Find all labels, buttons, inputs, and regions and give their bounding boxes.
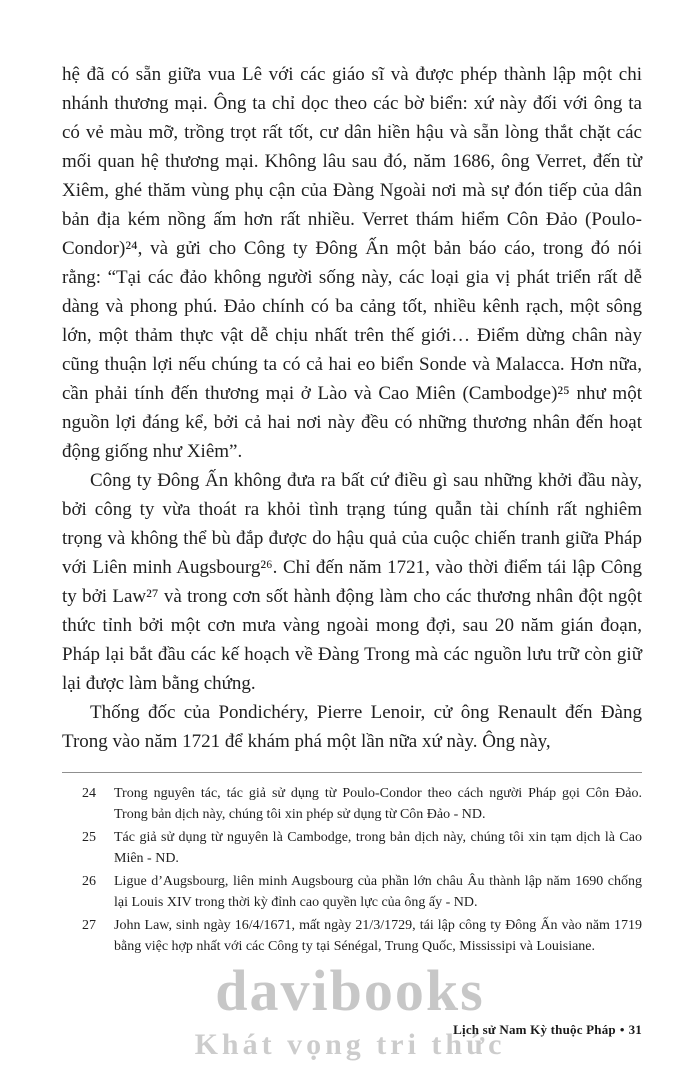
footnote-number: 25 [82,830,96,845]
watermark-brand: davibooks [215,958,485,1023]
watermark-slogan: Khát vọng tri thức [194,1028,506,1061]
paragraph-2: Công ty Đông Ấn không đưa ra bất cứ điều gì sau những khởi đầu này, bởi công ty vừa thoát ra khỏi tình trạng túng quẫn tài chính rất nghiêm trọng và không thể bù đắp được do hậu quả của cuộc chiến tranh giữa Pháp với Liên minh Augsbourg²⁶. Chỉ đến năm 1721, vào thời điểm tái lập Công ty bởi Law²⁷ và trong cơn sốt hành động làm cho các thương nhân đột ngột thức tỉnh bởi một cơn mưa vàng ngoài mong đợi, sau 20 năm gián đoạn, Pháp lại bắt đầu các kế hoạch về Đàng Trong mà các nguồn lưu trữ còn giữ lại được làm bằng chứng. [62,470,642,694]
page-footer [453,1022,642,1038]
running-title: Lịch sử Nam Kỳ thuộc Pháp [453,1022,616,1037]
watermark [0,958,700,1061]
footnote-number: 24 [82,786,96,801]
footnote-text: Tác giả sử dụng từ nguyên là Cambodge, trong bản dịch này, chúng tôi xin tạm dịch là Cao Miên - ND. [114,830,642,866]
footnote-24 [62,783,642,825]
footnote-27 [62,915,642,957]
footnote-text: Trong nguyên tác, tác giả sử dụng từ Poulo-Condor theo cách người Pháp gọi Côn Đảo. Trong bản dịch này, chúng tôi xin phép sử dụng từ Côn Đảo - ND. [114,786,642,822]
footnote-number: 26 [82,874,96,889]
footnote-text: Ligue d’Augsbourg, liên minh Augsbourg của phần lớn châu Âu thành lập năm 1690 chống lại Louis XIV trong thời kỳ đỉnh cao quyền lực của ông ấy - ND. [114,874,642,910]
footnote-separator-line [62,772,642,773]
footnote-number: 27 [82,918,96,933]
footnote-26 [62,871,642,913]
body-text [62,60,642,756]
page-number: 31 [628,1022,642,1037]
paragraph-3: Thống đốc của Pondichéry, Pierre Lenoir, cử ông Renault đến Đàng Trong vào năm 1721 để khám phá một lần nữa xứ này. Ông này, [62,702,642,752]
footnotes-section [62,783,642,957]
footnote-25 [62,827,642,869]
page-content [62,60,642,959]
paragraph-1: hệ đã có sẵn giữa vua Lê với các giáo sĩ và được phép thành lập một chi nhánh thương mại. Ông ta chỉ dọc theo các bờ biển: xứ này đối với ông ta có vẻ màu mỡ, trồng trọt rất tốt, cư dân hiền hậu và sẵn lòng thắt chặt các mối quan hệ thương mại. Không lâu sau đó, năm 1686, ông Verret, đến từ Xiêm, ghé thăm vùng phụ cận của Đàng Ngoài nơi mà sự đón tiếp của dân bản địa kém nồng ấm hơn rất nhiều. Verret thám hiểm Côn Đảo (Poulo-Condor)²⁴, và gửi cho Công ty Đông Ấn một bản báo cáo, trong đó nói rằng: “Tại các đảo không người sống này, các loại gia vị phát triển rất dễ dàng và phong phú. Đảo chính có ba cảng tốt, nhiều kênh rạch, một sông lớn, một thảm thực vật dễ chịu nhất trên thế giới… Điểm dừng chân này cũng thuận lợi nếu chúng ta có cả hai eo biển Sonde và Malacca. Hơn nữa, cần phải tính đến thương mại ở Lào và Cao Miên (Cambodge)²⁵ như một nguồn lợi đáng kể, bởi cả hai nơi này đều có những thương nhân đến hoạt động giống như Xiêm”. [62,64,642,462]
footnote-text: John Law, sinh ngày 16/4/1671, mất ngày 21/3/1729, tái lập công ty Đông Ấn vào năm 1719 bằng việc hợp nhất với các Công ty tại Sénégal, Trung Quốc, Mississipi và Louisiane. [114,918,642,954]
footer-bullet: • [619,1022,625,1037]
